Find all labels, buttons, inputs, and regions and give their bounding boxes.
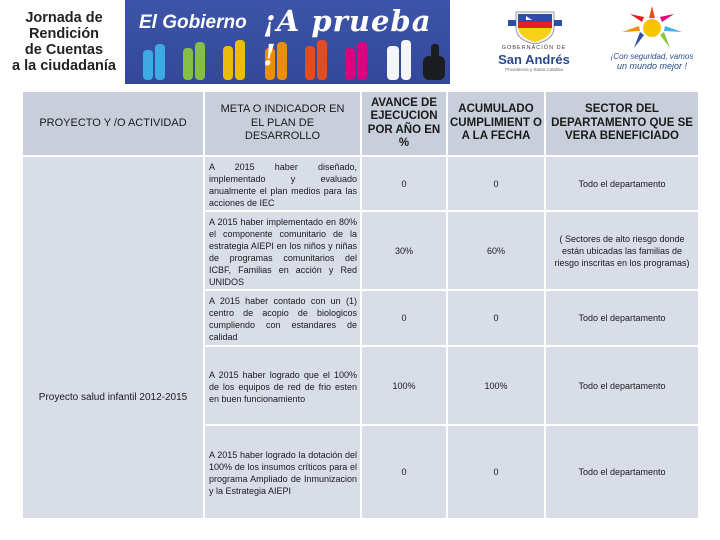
acumulado-cell-4: 100%: [448, 347, 544, 424]
jornada-line: de Cuentas: [24, 42, 104, 58]
project-name-cell: Proyecto salud infantil 2012-2015: [23, 157, 203, 518]
sector-cell-3: Todo el departamento: [546, 291, 698, 345]
acumulado-cell-5: 0: [448, 426, 544, 518]
sector-cell-2: ( Sectores de alto riesgo donde están ubicadas las familias de riesgo inscritas en los programas): [546, 212, 698, 289]
acumulado-cell-3: 0: [448, 291, 544, 345]
sun-logo-icon: [620, 4, 684, 52]
column-header-meta: META O INDICADOR EN EL PLAN DE DESARROLLO: [205, 92, 360, 155]
avance-cell-3: 0: [362, 291, 446, 345]
slogan-line-1: ¡Con seguridad, vamos: [610, 52, 694, 61]
column-header-acumulado: ACUMULADO CUMPLIMIENT O A LA FECHA: [448, 92, 544, 155]
jornada-line: Jornada de: [25, 10, 103, 26]
slogan-line-2: un mundo mejor !: [616, 61, 688, 71]
avance-cell-5: 0: [362, 426, 446, 518]
jornada-line: a la ciudadanía: [12, 58, 116, 74]
meta-cell-1: A 2015 haber diseñado, implementado y evaluado anualmente el plan medios para las acciones de IEC: [205, 157, 360, 210]
sector-cell-4: Todo el departamento: [546, 347, 698, 424]
crest-caption-name: San Andrés: [498, 52, 570, 67]
meta-cell-3: A 2015 haber contado con un (1) centro de acopio de biologicos cumpliendo con estandares de calidad: [205, 291, 360, 345]
meta-cell-5: A 2015 haber logrado la dotación del 100% de los insumos críticos para el programa Ampliado de Inmunizacion y la Estrategia AIEPI: [205, 426, 360, 518]
header-banner: [0, 0, 720, 90]
sector-cell-5: Todo el departamento: [546, 426, 698, 518]
sector-cell-1: Todo el departamento: [546, 157, 698, 210]
campaign-banner: [125, 0, 450, 84]
banner-left-text: El Gobierno: [139, 12, 247, 33]
avance-cell-1: 0: [362, 157, 446, 210]
acumulado-cell-1: 0: [448, 157, 544, 210]
crest-caption-top: GOBERNACIÓN DE: [501, 45, 567, 51]
avance-cell-4: 100%: [362, 347, 446, 424]
jornada-line: Rendición: [28, 26, 100, 42]
jornada-title: [10, 10, 118, 74]
avance-cell-2: 30%: [362, 212, 446, 289]
column-header-proyecto: PROYECTO Y /O ACTIVIDAD: [23, 92, 203, 155]
meta-cell-4: A 2015 haber logrado que el 100% de los equipos de red de frio esten en buen funcionamiento: [205, 347, 360, 424]
banner-right-text: ¡A prueba !: [263, 4, 432, 72]
column-header-avance: AVANCE DE EJECUCION POR AÑO EN %: [362, 92, 446, 155]
acumulado-cell-2: 60%: [448, 212, 544, 289]
column-header-sector: SECTOR DEL DEPARTAMENTO QUE SE VERA BENEFICIADO: [546, 92, 698, 155]
meta-cell-2: A 2015 haber implementado en 80% el componente comunitario de la estrategia AIEPI en los niños y niñas de programas comunitarios del ICBF, Familias en acción y Red UNIDOS: [205, 212, 360, 289]
crest-caption-sub: Providencia y Santa Catalina: [505, 67, 563, 72]
crest-icon: [506, 8, 564, 46]
